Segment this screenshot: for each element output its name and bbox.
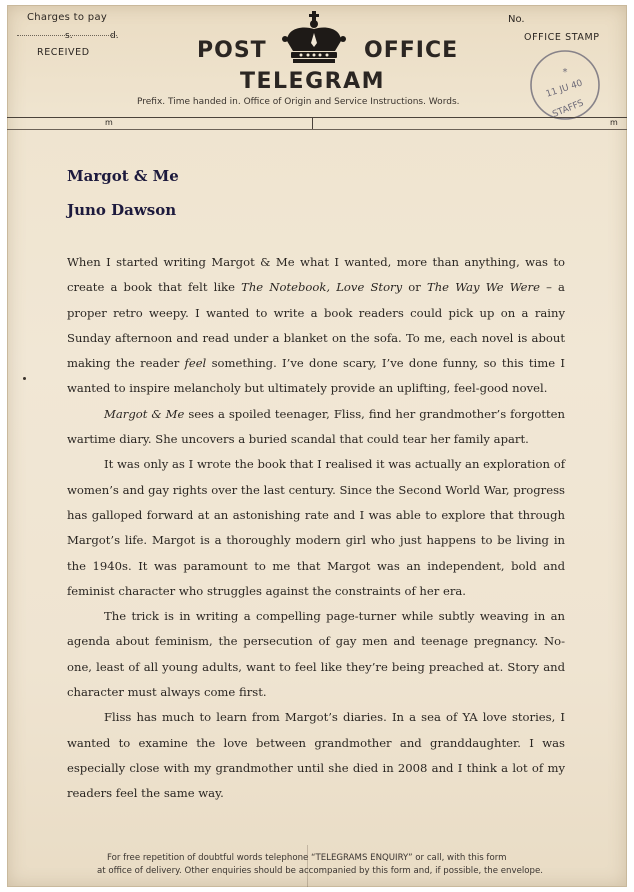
received-label: RECEIVED — [37, 47, 90, 58]
paragraph-1: When I started writing Margot & Me what I wanted, more than anything, was to create a book that felt like The Notebook, Love Story or The Way We Were – a proper retro weepy. I wanted to write a book readers could pick up on a rainy Sunday afternoon and read under a blanket on the sofa. To me, each novel is about making the reader feel something. I’ve done scary, I’ve done funny, so this time I wanted to inspire melancholy but ultimately provide an uplifting, feel-good novel. — [67, 255, 565, 396]
book-title: Margot & Me — [67, 167, 179, 185]
header-rule-top — [7, 117, 627, 118]
paragraph-3: It was only as I wrote the book that I realised it was actually an exploration of women’s and gay rights over the last century. Since the Second World War, progress has galloped forward at an astonishing rate and I was able to explore that through Margot’s life. Margot is a thoroughly modern girl who just happens to be living in the 1940s. It was paramount to me that Margot was an independent, bold and feminist character who struggles against the constraints of her era. — [67, 457, 565, 598]
telegram-heading: TELEGRAM — [240, 69, 385, 94]
paragraph-5: Fliss has much to learn from Margot’s diaries. In a sea of YA love stories, I wanted to examine the love between grandmother and granddaughter. I was especially close with my grandmother until she died in 2008 and I think a lot of my readers feel the same way. — [67, 710, 565, 801]
header-rule-bottom — [7, 129, 627, 130]
footer-notice — [97, 852, 587, 878]
telegram-form — [7, 5, 627, 887]
m-label-right: m — [610, 118, 618, 127]
article-body — [67, 250, 565, 807]
rule-tick — [312, 117, 313, 129]
shillings-label: s. — [65, 31, 73, 41]
stamp-date: 11 JU 40 — [544, 78, 584, 100]
charges-to-pay-label: Charges to pay — [27, 12, 108, 23]
paragraph-4: The trick is in writing a compelling page-turner while subtly weaving in an agenda about feminism, the persecution of gay men and teenage pregnancy. No-one, least of all young adults, want to feel like they’re being preached at. Story and character must always come first. — [67, 609, 565, 700]
office-heading: OFFICE — [364, 38, 459, 63]
footer-line-1: For free repetition of doubtful words telephone “TELEGRAMS ENQUIRY” or call, with this form — [107, 853, 507, 863]
crown-icon — [279, 11, 349, 69]
prefix-line: Prefix. Time handed in. Office of Origin and Service Instructions. Words. — [137, 97, 460, 107]
paper-speck — [23, 377, 26, 380]
office-stamp-label: OFFICE STAMP — [524, 32, 600, 43]
paragraph-2: Margot & Me sees a spoiled teenager, Fliss, find her grandmother’s forgotten wartime diary. She uncovers a buried scandal that could tear her family apart. — [67, 406, 565, 447]
postmark-stamp — [525, 45, 605, 125]
number-label: No. — [508, 14, 525, 25]
pence-label: d. — [110, 31, 119, 41]
m-label-left: m — [105, 118, 113, 127]
post-heading: POST — [197, 38, 267, 63]
author-name: Juno Dawson — [67, 201, 177, 219]
footer-line-2: at office of delivery. Other enquiries should be accompanied by this form and, if possible, the envelope. — [97, 866, 544, 876]
svg-text:*: * — [562, 67, 568, 78]
stamp-place: STAFFS — [551, 98, 586, 120]
